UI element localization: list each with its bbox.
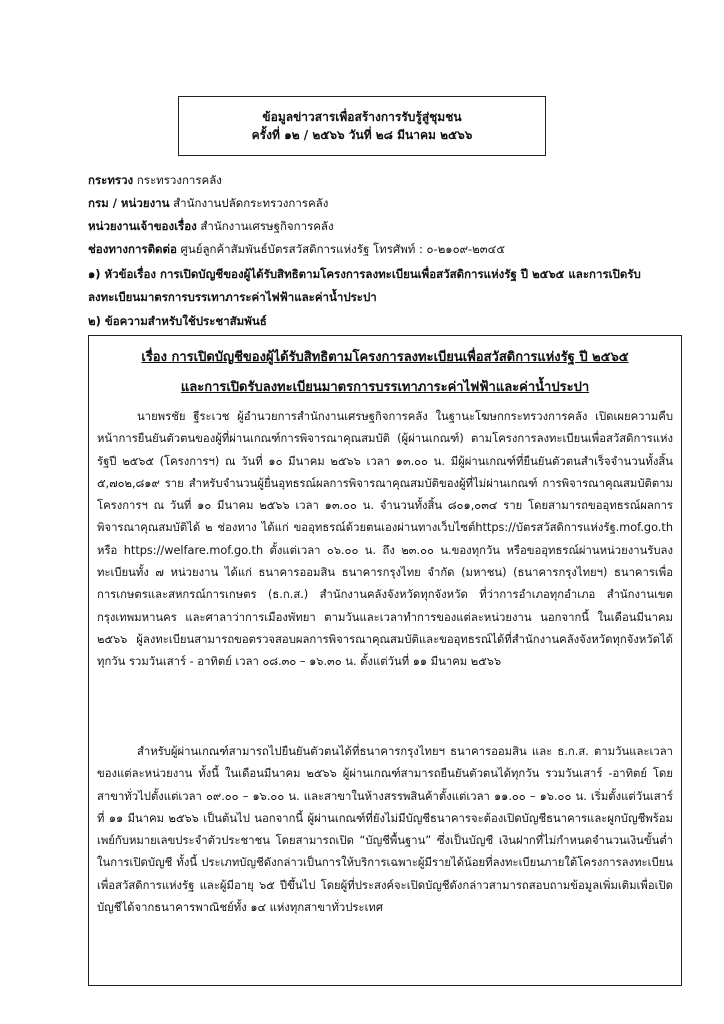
meta-owner-label: หน่วยงานเจ้าของเรื่อง [88, 219, 197, 233]
announcement-title-line-1: เรื่อง การเปิดบัญชีของผู้ได้รับสิทธิตามโครงการลงทะเบียนเพื่อสวัสดิการแห่งรัฐ ปี ๒๕๖๕ [141, 350, 629, 365]
header-issue-line: ครั้งที่ ๑๒ / ๒๕๖๖ วันที่ ๒๘ มีนาคม ๒๕๖๖ [251, 128, 473, 142]
meta-ministry-label: กระทรวง [88, 173, 134, 187]
announcement-box [88, 335, 682, 986]
meta-ministry [88, 170, 688, 190]
meta-owner-value: สำนักงานเศรษฐกิจการคลัง [200, 219, 334, 233]
meta-department-value: สำนักงานปลัดกระทรวงการคลัง [173, 196, 329, 210]
header-box [178, 96, 546, 156]
announcement-paragraph-1: นายพรชัย ฐีระเวช ผู้อำนวยการสำนักงานเศรษฐกิจการคลัง ในฐานะโฆษกกระทรวงการคลัง เปิดเผยความคืบหน้าการยืนยันตัวตนของผู้ที่ผ่านเกณฑ์การพิจารณาคุณสมบัติ (ผู้ผ่านเกณฑ์) ตามโครงการลงทะเบียนเพื่อสวัสดิการแห่งรัฐปี ๒๕๖๕ (โครงการฯ) ณ วันที่ ๑๐ มีนาคม ๒๕๖๖ เวลา ๑๓.๐๐ น. มีผู้ผ่านเกณฑ์ที่ยืนยันตัวตนสำเร็จจำนวนทั้งสิ้น ๕,๗๐๒,๘๑๙ ราย สำหรับจำนวนผู้ยื่นอุทธรณ์ผลการพิจารณาคุณสมบัติของผู้ที่ไม่ผ่านเกณฑ์ การพิจารณาคุณสมบัติตามโครงการฯ ณ วันที่ ๑๐ มีนาคม ๒๕๖๖ เวลา ๑๓.๐๐ น. จำนวนทั้งสิ้น ๘๐๑,๐๓๔ ราย โดยสามารถขออุทธรณ์ผลการพิจารณาคุณสมบัติได้ ๒ ช่องทาง ได้แก่ ขออุทธรณ์ด้วยตนเองผ่านทางเว็บไซต์https://บัตรสวัสดิการแห่งรัฐ.mof.go.th หรือ https://welfare.mof.go.th ตั้งแต่เวลา ๐๖.๐๐ น. ถึง ๒๓.๐๐ น.ของทุกวัน หรือขออุทธรณ์ผ่านหน่วยงานรับลงทะเบียนทั้ง ๗ หน่วยงาน ได้แก่ ธนาคารออมสิน ธนาคารกรุงไทย จำกัด (มหาชน) (ธนาคารกรุงไทยฯ) ธนาคารเพื่อการเกษตรและสหกรณ์การเกษตร (ธ.ก.ส.) สำนักงานคลังจังหวัดทุกจังหวัด ที่ว่าการอำเภอทุกอำเภอ สำนักงานเขตกรุงเทพมหานคร และศาลาว่าการเมืองพัทยา ตามวันและเวลาทำการของแต่ละหน่วยงาน นอกจากนี้ ในเดือนมีนาคม ๒๕๖๖ ผู้ลงทะเบียนสามารถขอตรวจสอบผลการพิจารณาคุณสมบัติและขออุทธรณ์ได้ที่สำนักงานคลังจังหวัดทุกจังหวัดได้ทุกวัน รวมวันเสาร์ - อาทิตย์ เวลา ๐๘.๓๐ – ๑๖.๓๐ น. ตั้งแต่วันที่ ๑๑ มีนาคม ๒๕๖๖ [97, 410, 673, 669]
meta-owner [88, 216, 688, 236]
meta-contact [88, 239, 688, 259]
announcement-title-line-2: และการเปิดรับลงทะเบียนมาตรการบรรเทาภาระค่าไฟฟ้าและค่าน้ำประปา [180, 380, 590, 395]
announcement-paragraph-2: สำหรับผู้ผ่านเกณฑ์สามารถไปยืนยันตัวตนได้ที่ธนาคารกรุงไทยฯ ธนาคารออมสิน และ ธ.ก.ส. ตามวันและเวลาของแต่ละหน่วยงาน ทั้งนี้ ในเดือนมีนาคม ๒๕๖๖ ผู้ผ่านเกณฑ์สามารถยืนยันตัวตนได้ทุกวัน รวมวันเสาร์ -อาทิตย์ โดยสาขาทั่วไปตั้งแต่เวลา ๐๙.๐๐ – ๑๖.๐๐ น. และสาขาในห้างสรรพสินค้าตั้งแต่เวลา ๑๑.๐๐ – ๑๖.๐๐ น. เริ่มตั้งแต่วันเสาร์ที่ ๑๑ มีนาคม ๒๕๖๖ เป็นต้นไป นอกจากนี้ ผู้ผ่านเกณฑ์ที่ยังไม่มีบัญชีธนาคารจะต้องเปิดบัญชีธนาคารและผูกบัญชีพร้อมเพย์กับหมายเลขประจำตัวประชาชน โดยสามารถเปิด “บัญชีพื้นฐาน” ซึ่งเป็นบัญชี เงินฝากที่ไม่กำหนดจำนวนเงินขั้นต่ำในการเปิดบัญชี ทั้งนี้ ประเภทบัญชีดังกล่าวเป็นการให้บริการเฉพาะผู้มีรายได้น้อยที่ลงทะเบียนภายใต้โครงการลงทะเบียนเพื่อสวัสดิการแห่งรัฐ และผู้มีอายุ ๖๕ ปีขึ้นไป โดยผู้ที่ประสงค์จะเปิดบัญชีดังกล่าวสามารถสอบถามข้อมูลเพิ่มเติมเพื่อเปิดบัญชีได้จากธนาคารพาณิชย์ทั้ง ๑๔ แห่งทุกสาขาทั่วประเทศ [97, 745, 673, 915]
meta-contact-value: ศูนย์ลูกค้าสัมพันธ์บัตรสวัสดิการแห่งรัฐ โทรศัพท์ : ๐-๒๑๐๙-๒๓๔๕ [180, 242, 506, 256]
topic-line-1: ๑) หัวข้อเรื่อง การเปิดบัญชีของผู้ได้รับสิทธิตามโครงการลงทะเบียนเพื่อสวัสดิการแห่งรัฐ ปี ๒๕๖๕ และการเปิดรับ [88, 267, 641, 281]
meta-department [88, 193, 688, 213]
meta-department-label: กรม / หน่วยงาน [88, 196, 170, 210]
header-title: ข้อมูลข่าวสารเพื่อสร้างการรับรู้สู่ชุมชน [262, 110, 462, 124]
topic-line-2: ลงทะเบียนมาตรการบรรเทาภาระค่าไฟฟ้าและค่าน้ำประปา [88, 290, 377, 304]
meta-ministry-value: กระทรวงการคลัง [136, 173, 222, 187]
section-2-heading: ๒) ข้อความสำหรับใช้ประชาสัมพันธ์ [88, 314, 267, 328]
meta-contact-label: ช่องทางการติดต่อ [88, 242, 177, 256]
